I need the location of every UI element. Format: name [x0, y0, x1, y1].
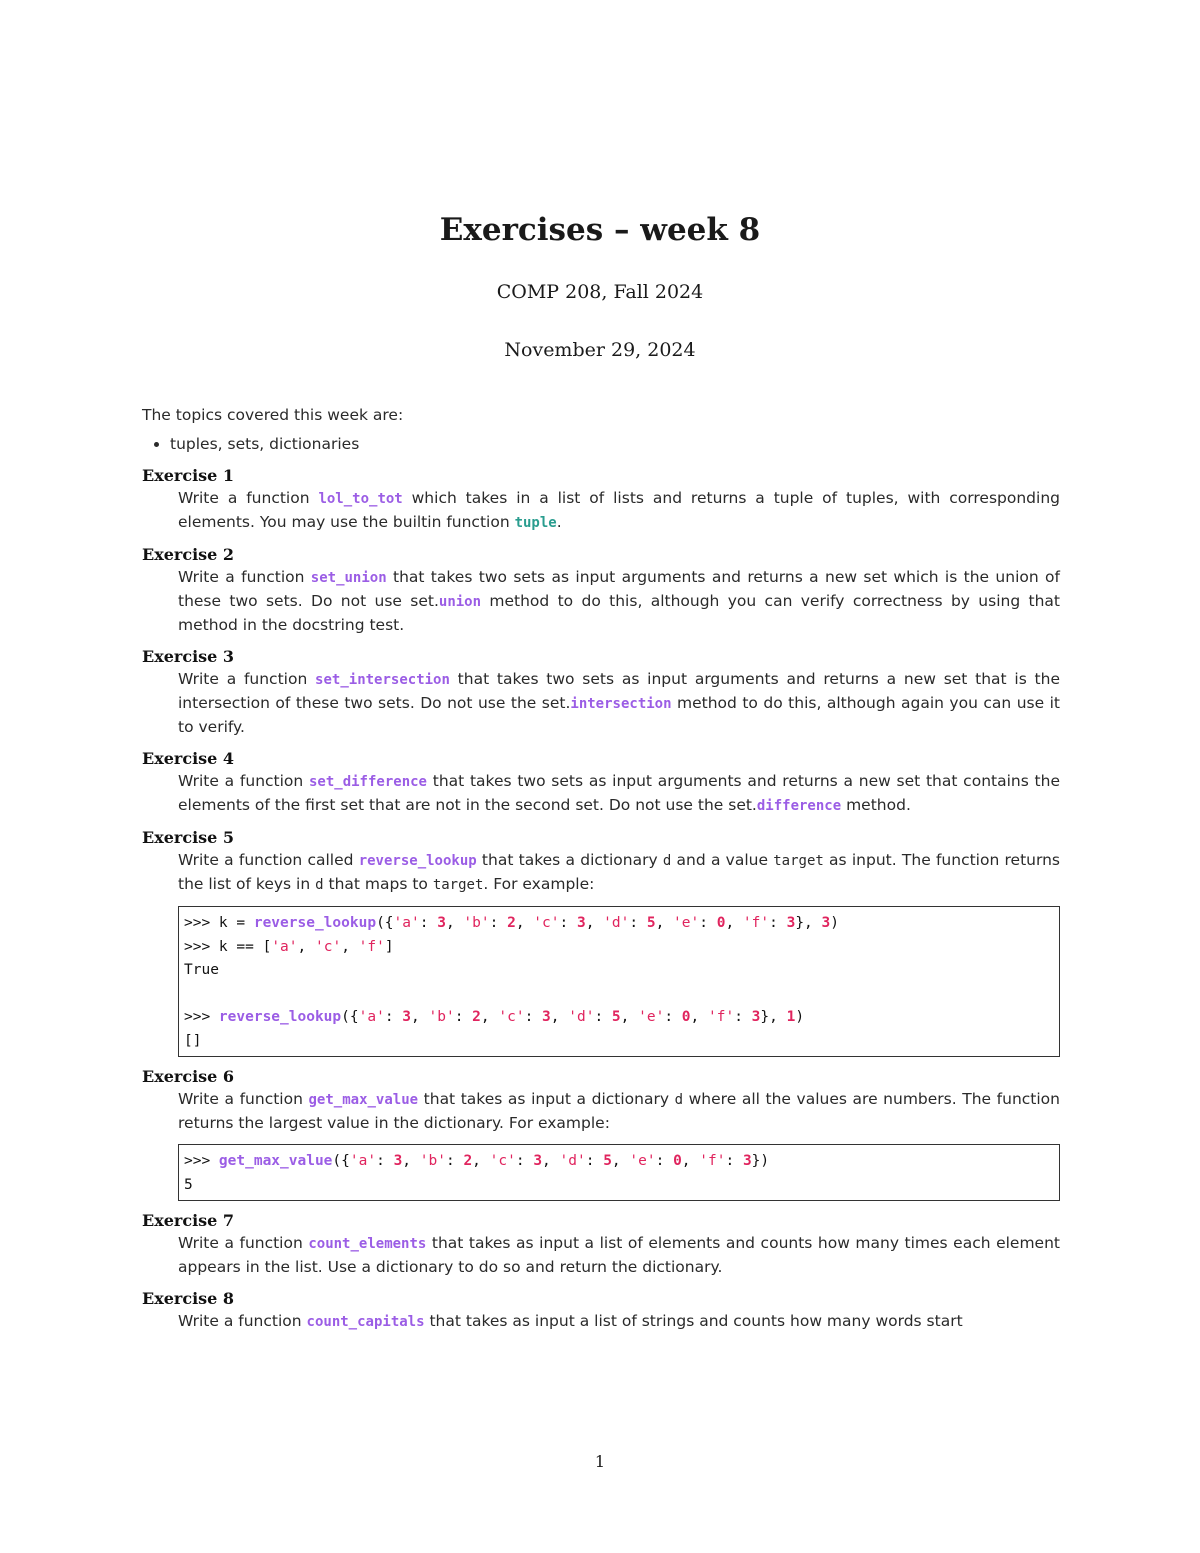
dict-key: 'c'	[498, 1009, 525, 1025]
exercise-text: Write a function called reverse_lookup that takes a dictionary d and a value target as input. The function returns the list of keys in d that maps to target. For example:	[178, 851, 1060, 893]
exercise-text: Write a function get_max_value that takes as input a dictionary d where all the values are numbers. The function returns the largest value in the dictionary. For example:	[178, 1090, 1060, 1132]
course-subtitle: COMP 208, Fall 2024	[496, 281, 704, 303]
function-name: set_difference	[308, 774, 427, 790]
code-line: >>> get_max_value({'a': 3, 'b': 2, 'c': 3, 'd': 5, 'e': 0, 'f': 3})	[184, 1153, 770, 1169]
exercise-1	[142, 465, 1060, 535]
topic-item: • tuples, sets, dictionaries	[170, 433, 1060, 456]
intro-text: The topics covered this week are:	[142, 406, 404, 424]
code-example-box	[178, 906, 1060, 1057]
dict-key: 'c'	[489, 1153, 516, 1169]
exercise-text: Write a function lol_to_tot which takes in a list of lists and returns a tuple of tuples, with corresponding elements. You may use the builtin function tuple.	[178, 489, 1060, 531]
dict-key: 'f'	[742, 915, 770, 931]
code-output: True	[184, 962, 219, 978]
dict-key: 'b'	[463, 915, 490, 931]
exercise-3	[142, 646, 1060, 739]
page-title: Exercises – week 8	[439, 212, 761, 248]
dict-value: 3	[751, 1009, 761, 1025]
function-name: count_capitals	[306, 1314, 425, 1330]
dict-key: 'e'	[673, 915, 700, 931]
dict-key: 'd'	[559, 1153, 586, 1169]
dict-key: 'f'	[707, 1009, 735, 1025]
dict-value: 2	[472, 1009, 481, 1025]
method-name: intersection	[570, 696, 672, 712]
document-body	[142, 404, 1060, 1334]
exercise-6	[142, 1066, 1060, 1201]
exercise-heading: Exercise 6	[142, 1067, 235, 1086]
dict-value: 3	[542, 1009, 551, 1025]
code-line: >>> reverse_lookup({'a': 3, 'b': 2, 'c': 3, 'd': 5, 'e': 0, 'f': 3}, 1)	[184, 1009, 805, 1025]
method-name: difference	[756, 798, 842, 814]
code-example-box	[178, 1144, 1060, 1201]
dict-key: 'f'	[699, 1153, 726, 1169]
exercise-heading: Exercise 1	[142, 466, 235, 485]
function-name: set_union	[310, 570, 387, 586]
code-line: >>> k == ['a', 'c', 'f']	[184, 938, 394, 955]
builtin-name: tuple	[514, 515, 557, 531]
function-name: reverse_lookup	[358, 853, 477, 869]
dict-value: 3	[393, 1153, 403, 1169]
exercise-2	[142, 544, 1060, 637]
function-name: count_elements	[308, 1236, 427, 1252]
exercise-text: Write a function set_intersection that takes two sets as input arguments and returns a new set that is the intersection of these two sets. Do not use the set.intersection method to do this, although again you can use it to verify.	[178, 670, 1060, 736]
dict-value: 2	[507, 915, 516, 931]
code-blank-line	[184, 983, 1054, 1007]
topics-list	[142, 433, 1060, 456]
exercise-5	[142, 827, 1060, 1057]
code-output: []	[184, 1032, 202, 1049]
exercise-text: Write a function set_union that takes two sets as input arguments and returns a new set which is the union of these two sets. Do not use set.union method to do this, although you can verify correctness by using that method in the docstring test.	[178, 568, 1060, 634]
dict-key: 'd'	[603, 915, 630, 931]
function-name: get_max_value	[308, 1092, 419, 1108]
exercise-heading: Exercise 7	[142, 1211, 235, 1230]
exercise-heading: Exercise 8	[142, 1289, 235, 1308]
dict-value: 3	[742, 1153, 752, 1169]
exercise-text: Write a function count_capitals that takes as input a list of strings and counts how many words start	[178, 1312, 963, 1330]
document-date: November 29, 2024	[504, 339, 696, 361]
exercise-heading: Exercise 2	[142, 545, 235, 564]
dict-literal: 'a': 3, 'b': 2, 'c': 3, 'd': 5, 'e': 0, 'f': 3	[349, 1153, 752, 1169]
dict-key: 'a'	[349, 1153, 377, 1169]
dict-value: 0	[673, 1153, 682, 1169]
dict-key: 'a'	[393, 915, 420, 931]
dict-key: 'a'	[358, 1009, 385, 1025]
exercise-7	[142, 1210, 1060, 1279]
dict-value: 2	[463, 1153, 473, 1169]
exercise-text: Write a function count_elements that takes as input a list of elements and counts how many times each element appears in the list. Use a dictionary to do so and return the dictionary.	[178, 1234, 1060, 1276]
code-output: 5	[184, 1176, 193, 1193]
exercise-heading: Exercise 5	[142, 828, 235, 847]
dict-literal: 'a': 3, 'b': 2, 'c': 3, 'd': 5, 'e': 0, 'f': 3	[358, 1009, 761, 1025]
dict-value: 3	[437, 915, 446, 931]
dict-key: 'b'	[428, 1009, 455, 1025]
exercise-4	[142, 748, 1060, 818]
dict-value: 0	[716, 915, 726, 931]
dict-literal: 'a': 3, 'b': 2, 'c': 3, 'd': 5, 'e': 0, 'f': 3	[393, 915, 796, 931]
exercise-heading: Exercise 3	[142, 647, 235, 666]
dict-key: 'd'	[568, 1009, 595, 1025]
exercise-heading: Exercise 4	[142, 749, 235, 768]
exercise-text: Write a function set_difference that takes two sets as input arguments and returns a new set that contains the elements of the first set that are not in the second set. Do not use the set.difference method.	[178, 772, 1060, 814]
dict-value: 3	[576, 915, 586, 931]
exercise-8	[142, 1288, 1060, 1334]
dict-key: 'c'	[533, 915, 560, 931]
dict-value: 3	[533, 1153, 543, 1169]
dict-value: 3	[786, 915, 796, 931]
dict-key: 'e'	[629, 1153, 656, 1169]
dict-key: 'e'	[638, 1009, 665, 1025]
dict-value: 0	[681, 1009, 691, 1025]
method-name: union	[438, 594, 482, 610]
code-line: >>> k = reverse_lookup({'a': 3, 'b': 2, 'c': 3, 'd': 5, 'e': 0, 'f': 3}, 3)	[184, 915, 839, 931]
function-name: lol_to_tot	[318, 491, 403, 507]
dict-value: 5	[603, 1153, 612, 1169]
page-number: 1	[594, 1452, 606, 1471]
dict-key: 'b'	[419, 1153, 446, 1169]
dict-value: 3	[402, 1009, 412, 1025]
dict-value: 5	[646, 915, 656, 931]
function-name: set_intersection	[315, 672, 450, 688]
dict-value: 5	[611, 1009, 621, 1025]
